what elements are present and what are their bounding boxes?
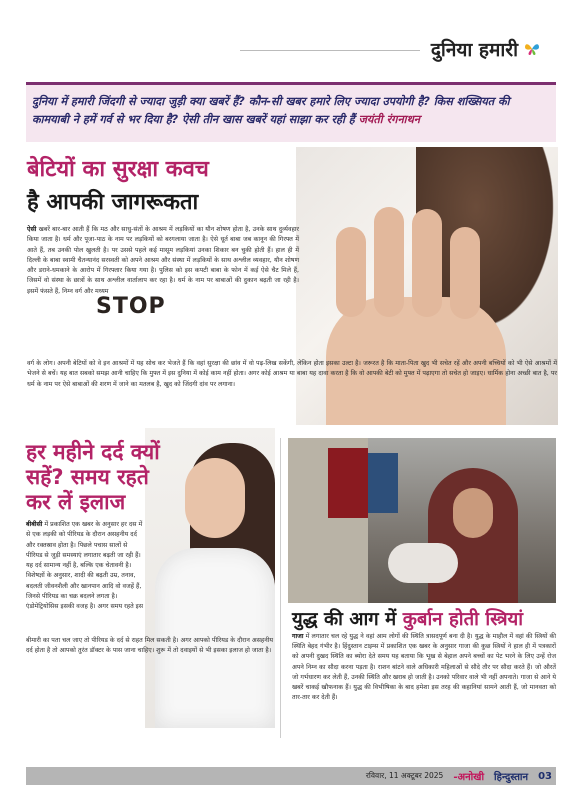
intro-author: जयंती रंगनाथन xyxy=(358,113,420,126)
footer-brand-hindustan: हिन्दुस्तान xyxy=(494,772,529,783)
story3-headline-accent: कुर्बान होती स्त्रियां xyxy=(402,609,524,630)
column-divider xyxy=(280,438,281,738)
story1-text: खबरें बार-बार आती हैं कि मठ और साधु-संतों के आश्रम में लड़कियों का यौन शोषण होता है, उनके साथ दुर्व्यवहार किया जाता है। धर्म और पूजा-पाठ के नाम पर लड़कियों को बरगलाया जाता है। ऐसे धूर्त बाबा जब कानून की गिरफ्त में आते हैं, तब उनकी पोल खुलती है। पर उससे पहले कई मासूम लड़कियां उनका शिकार बन चुकी होती हैं। हाल ही में दिल्ली के बाबा स्वामी चैतन्यानंद सरस्वती को अपने आश्रम और संस्था में लड़कियों के साथ अश्लील व्यवहार, यौन शोषण और डराने-धमकाने के आरोप में गिरफ्तार किया गया है। पुलिस को इस कपटी बाबा के फोन में कई ऐसे चैट मिले हैं, जिसमें वो संस्था के छात्रों के साथ अश्लील वार्तालाप कर रहा है। धर्म के नाम पर बाबाओं की दुकान बढ़ती जा रही है। इसमें फंसते हैं, निम्न वर्ग और मध्यम xyxy=(27,226,299,295)
photo-finger xyxy=(450,227,480,319)
story2-headline-line3: कर लें इलाज xyxy=(26,490,126,514)
photo-finger xyxy=(374,207,404,317)
photo-finger xyxy=(336,227,366,317)
story1-headline-line2: है आपकी जागरूकता xyxy=(27,190,199,215)
story2-headline-line2: सहें? समय रहते xyxy=(26,465,149,489)
story2-body-wide: बीमारी का पता चल जाए तो पीरियड के दर्द से राहत मिल सकती है। अगर आपको पीरियड के दौरान असहनीय दर्द होता है तो आपको तुरंत डॉक्टर के पास जाना चाहिए। शुरू में तो दवाइयों से भी इसका इलाज हो जाता है। xyxy=(26,637,274,655)
photo-finger xyxy=(412,209,442,317)
story1-body xyxy=(27,225,299,297)
story1-lead: ऐसी xyxy=(27,226,37,233)
page-footer xyxy=(26,767,556,785)
photo-baby xyxy=(388,543,458,583)
photo-face xyxy=(453,488,493,538)
section-title: दुनिया हमारी xyxy=(430,39,518,61)
story2-lead: बीबीसी xyxy=(26,521,43,528)
story3-lead: गाजा xyxy=(292,633,304,640)
gaza-women-photo xyxy=(288,438,556,603)
photo-face xyxy=(185,458,245,538)
story3-headline-text: युद्ध की आग में xyxy=(292,609,397,630)
story1-headline-line1: बेटियों का सुरक्षा कवच xyxy=(27,157,209,182)
story3-headline xyxy=(292,606,523,631)
page-number: 03 xyxy=(538,770,552,782)
intro-text xyxy=(26,85,556,129)
section-header xyxy=(431,36,540,62)
footer-brand-anokhi: -अनोखी xyxy=(453,772,485,783)
story2-headline xyxy=(26,440,186,515)
header-rule xyxy=(240,50,420,51)
butterfly-icon xyxy=(524,41,540,57)
intro-box xyxy=(26,82,556,142)
intro-question: दुनिया में हमारी जिंदगी से ज्यादा जुड़ी क्या खबरें हैं? कौन-सी खबर हमारे लिए ज्यादा उपयोगी है? किस शख्सियत की कामयाबी ने हमें गर्व से भर दिया है? ऐसी तीन खास खबरें यहां साझा कर रही हैं xyxy=(32,95,510,126)
story3-body xyxy=(292,632,556,703)
story1-body-wide: वर्ग के लोग। अपनी बेटियों को वे इन आश्रमों में यह सोच कर भेजते हैं कि वहां सुरक्षा की छांव में वो पढ़-लिख सकेंगी, लेकिन होता इसका उल्टा है। जरूरत है कि माता-पिता खुद भी सचेत रहें और अपनी बच्चियों को भी ऐसे आश्रमों में भेजने से बचें। यह बात सबको समझ आनी चाहिए कि मुफ्त में इस दुनिया में कोई काम नहीं होता। अगर कोई आश्रम या बाबा यह दावा करता है कि वो आपकी बेटी को मुफ्त में पढ़ाएगा तो सचेत हो जाइए। धार्मिक होना अच्छी बात है, पर धर्म के नाम पर ऐसे बाबाओं की शरण में जाने का मतलब है, खुद को जिंदगी दांव पर लगाना। xyxy=(27,360,557,388)
photo-cloth xyxy=(328,448,368,518)
stop-text: STOP xyxy=(96,294,166,319)
story3-text: में लगातार चल रहे युद्ध ने वहां आम लोगों की स्थिति त्रासदपूर्ण बना दी है। युद्ध के माहौल में वहां की स्त्रियों की स्थिति बेहद गंभीर है। हिंदुस्तान टाइम्स में प्रकाशित एक खबर के अनुसार गाजा की कुछ स्त्रियों ने हाल ही में पत्रकारों को अपनी दुखद स्थिति का ब्योरा देते समय यह बताया कि भूख से बेहाल अपने बच्चों का पेट भरने के लिए उन्हें रोज अपने निम्न का सौदा करना पड़ता है। राशन बांटने वाले अधिकारी महिलाओं से सौदे तौर पर सौदा करते हैं। जो औरतें जो गर्भधारण कर लेती हैं, उनकी स्थिति और खराब हो जाती है। उनको परिवार वाले भी नहीं अपनाते। गाजा से आने ये खबरें चाकई खौफनाक हैं। युद्ध की विभीषिका के बाद हमेशा इस तरह की कहानियां सामने आती हैं, जो मानवता को तार-तार कर देती हैं। xyxy=(292,633,556,702)
story2-text: में प्रकाशित एक खबर के अनुसार हर दस में से एक लड़की को पीरियड के दौरान असहनीय दर्द और रक्तस्राव होता है। पिछले पचास सालों से पीरियड से जुड़ी समस्याएं लगातार बढ़ती जा रही हैं। यह दर्द सामान्य नहीं है, बल्कि एक चेतावनी है। विशेषज्ञों के अनुसार, शादी की बढ़ती उम्र, तनाव, बदलती जीवनशैली और खानपान आदि वो वजहें हैं, जिनसे पीरियड का चक्र बदलने लगता है। एंडोमेट्रियोसिस इसकी वजह है। अगर समय रहते इस xyxy=(26,521,144,611)
story2-body xyxy=(26,520,144,613)
footer-date: रविवार, 11 अक्टूबर 2025 xyxy=(365,771,444,780)
photo-cloth xyxy=(368,453,398,513)
story2-headline-line1: हर महीने दर्द क्यों xyxy=(26,440,160,464)
